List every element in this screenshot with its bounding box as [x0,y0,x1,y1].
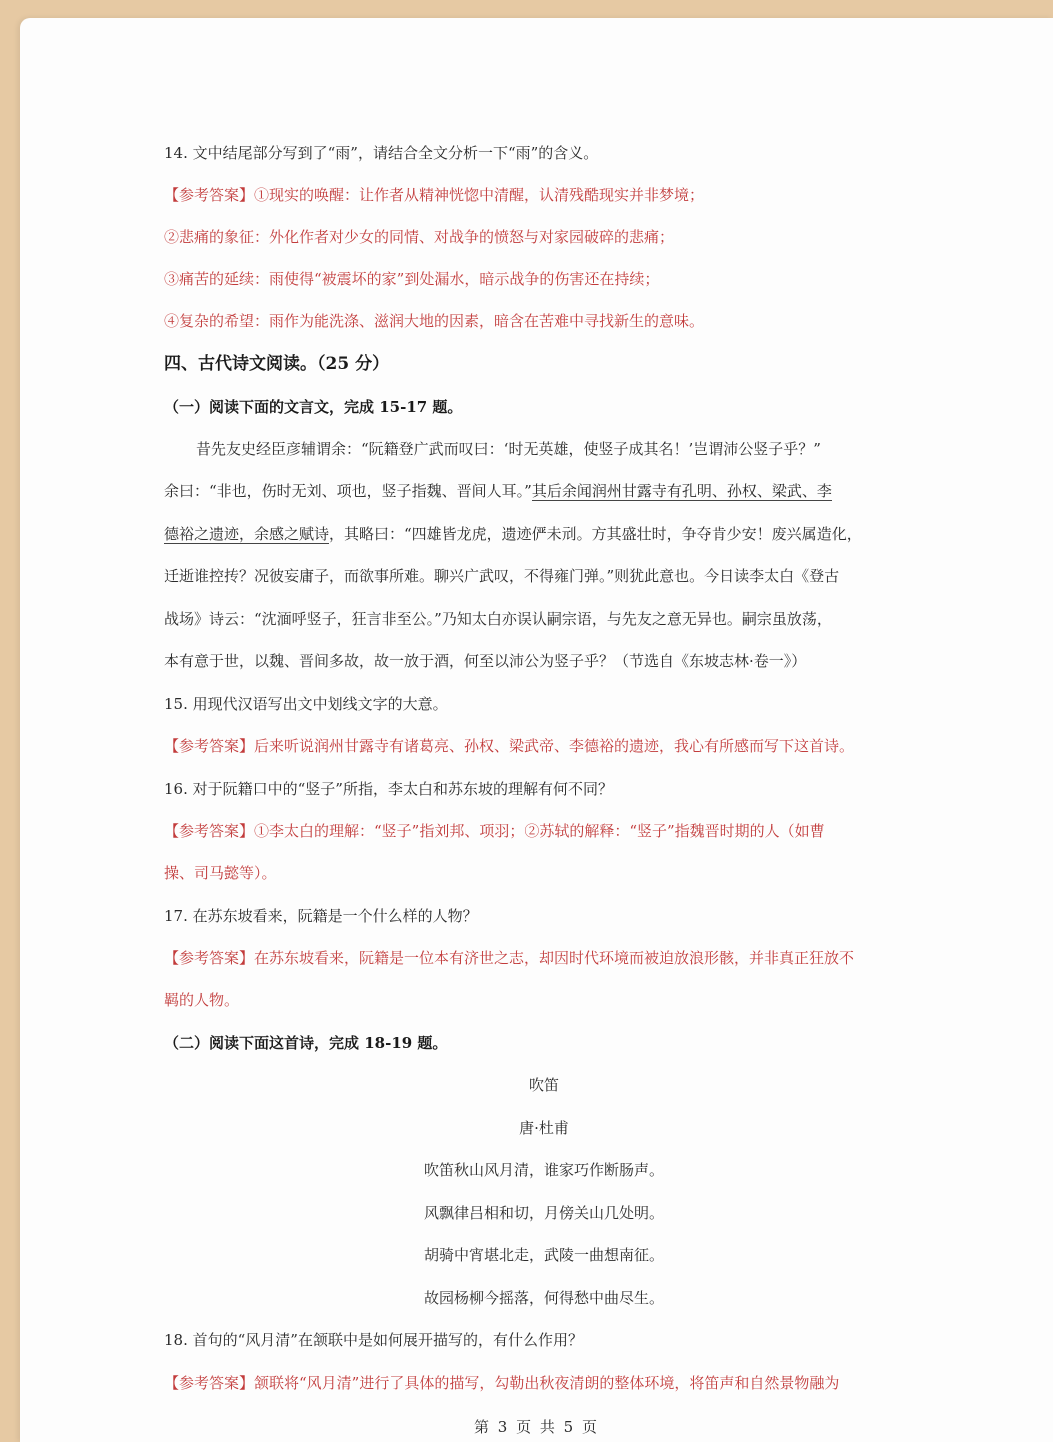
passage-line-4: 迁逝谁控抟？况彼妄庸子，而欲事所难。聊兴广武叹，不得雍门弹。”则犹此意也。今日读李太白《登古 [164,567,840,585]
answer-18: 【参考答案】颔联将“风月清”进行了具体的描写，勾勒出秋夜清朗的整体环境，将笛声和自然景物融为 [164,1374,840,1392]
answer-17-line-2: 羁的人物。 [164,991,240,1009]
question-15: 15. 用现代汉语写出文中划线文字的大意。 [164,695,448,713]
answer-14-line-4: ④复杂的希望：雨作为能洗涤、滋润大地的因素，暗含在苦难中寻找新生的意味。 [164,312,705,330]
underlined-passage-1: 其后余闻润州甘露寺有孔明、孙权、梁武、李 [531,482,832,500]
passage-line-3-text: ，其略曰：“四雄皆龙虎，遗迹俨未刓。方其盛壮时，争夺肯少安！废兴属造化， [329,525,862,543]
poem-author: 唐·杜甫 [519,1119,569,1137]
answer-16-line-1: 【参考答案】①李太白的理解：“竖子”指刘邦、项羽；②苏轼的解释：“竖子”指魏晋时期的人（如曹 [164,822,825,840]
part-2-title: （二）阅读下面这首诗，完成 18-19 题。 [164,1034,448,1052]
question-16: 16. 对于阮籍口中的“竖子”所指，李太白和苏东坡的理解有何不同？ [164,780,613,798]
answer-16-line-2: 操、司马懿等）。 [164,864,277,882]
answer-15: 【参考答案】后来听说润州甘露寺有诸葛亮、孙权、梁武帝、李德裕的遗迹，我心有所感而写下这首诗。 [164,737,855,755]
underlined-passage-2: 德裕之遗迹，余感之赋诗 [164,525,330,543]
poem-line-4: 故园杨柳今摇落，何得愁中曲尽生。 [423,1289,664,1307]
passage-line-6: 本有意于世，以魏、晋间多故，故一放于酒，何至以沛公为竖子乎？（节选自《东坡志林·卷一》） [164,652,807,670]
question-14: 14. 文中结尾部分写到了“雨”，请结合全文分析一下“雨”的含义。 [164,144,599,162]
poem-line-3: 胡骑中宵堪北走，武陵一曲想南征。 [423,1246,664,1264]
question-18: 18. 首句的“风月清”在颔联中是如何展开描写的，有什么作用？ [164,1331,583,1349]
poem-line-2: 风飘律吕相和切，月傍关山几处明。 [423,1204,664,1222]
answer-17-line-1: 【参考答案】在苏东坡看来，阮籍是一位本有济世之志，却因时代环境而被迫放浪形骸，并非真正狂放不 [164,949,855,967]
answer-14-line-1: 【参考答案】①现实的唤醒：让作者从精神恍惚中清醒，认清残酷现实并非梦境； [164,186,705,204]
passage-line-5: 战场》诗云：“沈湎呼竖子，狂言非至公。”乃知太白亦误认嗣宗语，与先友之意无异也。嗣宗虽放荡， [164,610,832,628]
part-1-title: （一）阅读下面的文言文，完成 15-17 题。 [164,398,463,416]
answer-14-line-2: ②悲痛的象征：外化作者对少女的同情、对战争的愤怒与对家园破碎的悲痛； [164,228,675,246]
passage-line-2 [164,480,936,502]
passage-line-3 [164,523,936,545]
document-page [20,18,1053,1442]
passage-line-2-text: 余曰：“非也，伤时无刘、项也，竖子指魏、晋间人耳。” [164,482,532,500]
page-number: 第 3 页 共 5 页 [474,1418,599,1436]
poem-line-1: 吹笛秋山风月清，谁家巧作断肠声。 [423,1161,664,1179]
question-17: 17. 在苏东坡看来，阮籍是一个什么样的人物？ [164,907,478,925]
poem-title: 吹笛 [528,1076,559,1094]
section-4-title: 四、古代诗文阅读。（25 分） [164,354,390,374]
answer-14-line-3: ③痛苦的延续：雨使得“被震坏的家”到处漏水，暗示战争的伤害还在持续； [164,270,660,288]
passage-line-1: 昔先友史经臣彦辅谓余：“阮籍登广武而叹曰：‘时无英雄，使竖子成其名！’岂谓沛公竖子乎？” [196,440,821,458]
